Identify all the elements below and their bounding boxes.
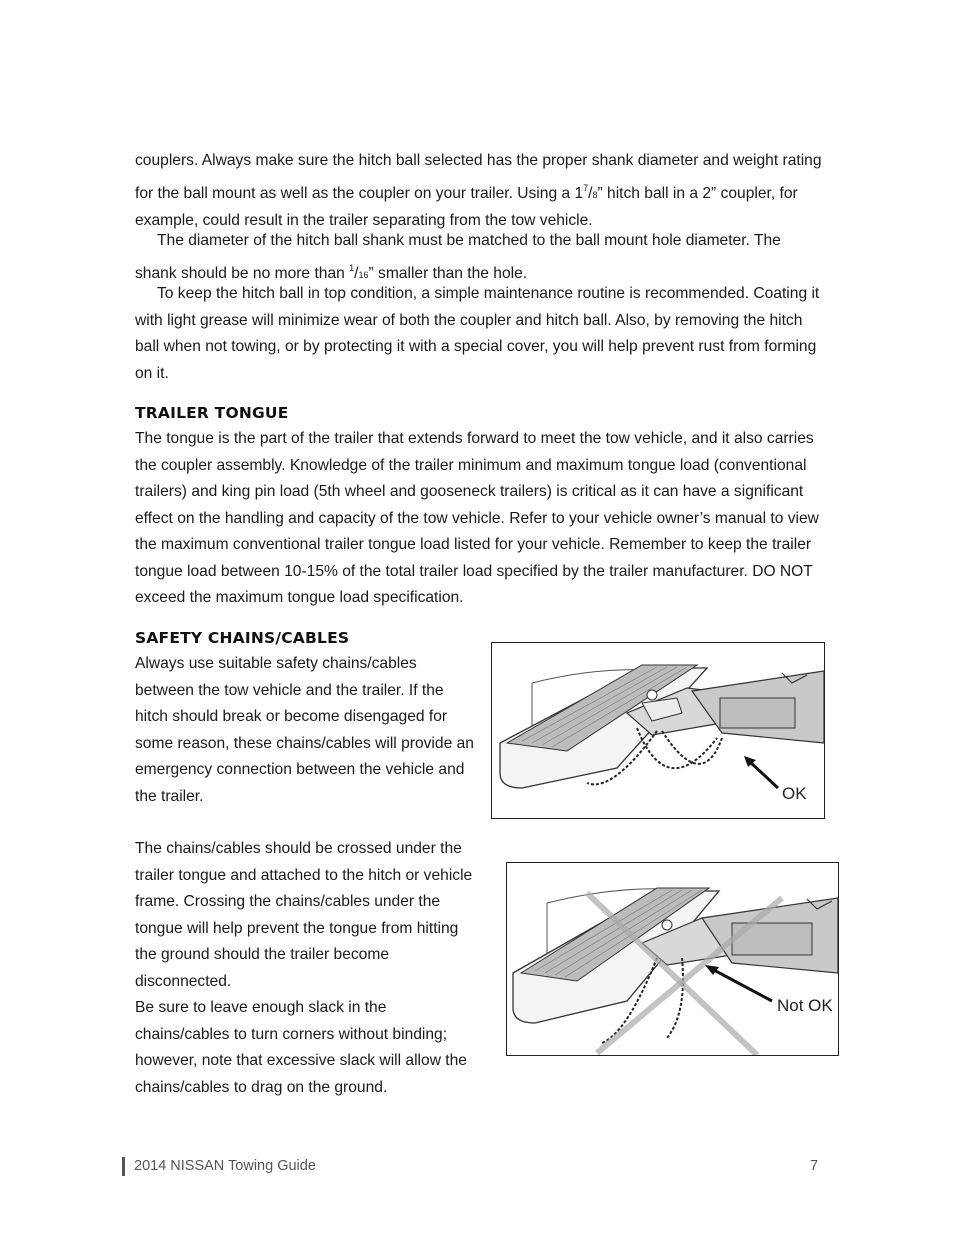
footer-divider-bar [122,1157,125,1176]
safety-chains-paragraph-1: Always use suitable safety chains/cables between the tow vehicle and the trailer. If the hitch should break or become disengaged for some reason, these chains/cables will provide an emergency connection between the vehicle and the trailer. [135,655,474,805]
safety-chains-paragraph-2: The chains/cables should be crossed under the trailer tongue and attached to the hitch or vehicle frame. Crossing the chains/cables under the tongue will help prevent the tongue from hitting the ground should the trailer become disconnected. [135,840,473,990]
safety-chains-paragraph-3: Be sure to leave enough slack in the chains/cables to turn corners without binding; however, note that excessive slack will allow the chains/cables to drag on the ground. [135,999,467,1096]
intro-paragraph-1: couplers. Always make sure the hitch ball selected has the proper shank diameter and weight rating for the ball mount as well as the coupler on your trailer. Using a $1^7/8$” hitch ball in a 2” coupler, for example, could result in the trailer separating from the tow vehicle. [135,152,822,229]
hitch-illustration-ok [492,643,824,818]
ok-label: OK [782,784,807,803]
safety-chains-heading: SAFETY CHAINS/CABLES [135,629,350,647]
intro-paragraph-2: The diameter of the hitch ball shank must be matched to the ball mount hole diameter. The shank should be no more than $^1$/16” smaller than the hole. [135,232,781,282]
figure-crossed-chains-ok [491,642,825,819]
footer-title: 2014 NISSAN Towing Guide [134,1158,316,1174]
hitch-illustration-not-ok [507,863,838,1055]
not-ok-label: Not OK [777,996,833,1015]
figure-uncrossed-chains-not-ok [506,862,839,1056]
trailer-tongue-heading: TRAILER TONGUE [135,404,289,422]
trailer-tongue-body: The tongue is the part of the trailer that extends forward to meet the tow vehicle, and it also carries the coupler assembly. Knowledge of the trailer minimum and maximum tongue load (conventional trailers) and king pin load (5th wheel and gooseneck trailers) is critical as it can have a significant effect on the handling and capacity of the tow vehicle. Refer to your vehicle owner’s manual to view the maximum conventional trailer tongue load listed for your vehicle. Remember to keep the trailer tongue load between 10-15% of the total trailer load specified by the trailer manufacturer. DO NOT exceed the maximum tongue load specification. [135,430,819,606]
intro-paragraph-3: To keep the hitch ball in top condition, a simple maintenance routine is recommended. Coating it with light grease will minimize wear of both the coupler and hitch ball. Also, by removing the hitch ball when not towing, or by protecting it with a special cover, you will help prevent rust from forming on it. [135,285,820,382]
page-number: 7 [810,1158,819,1174]
